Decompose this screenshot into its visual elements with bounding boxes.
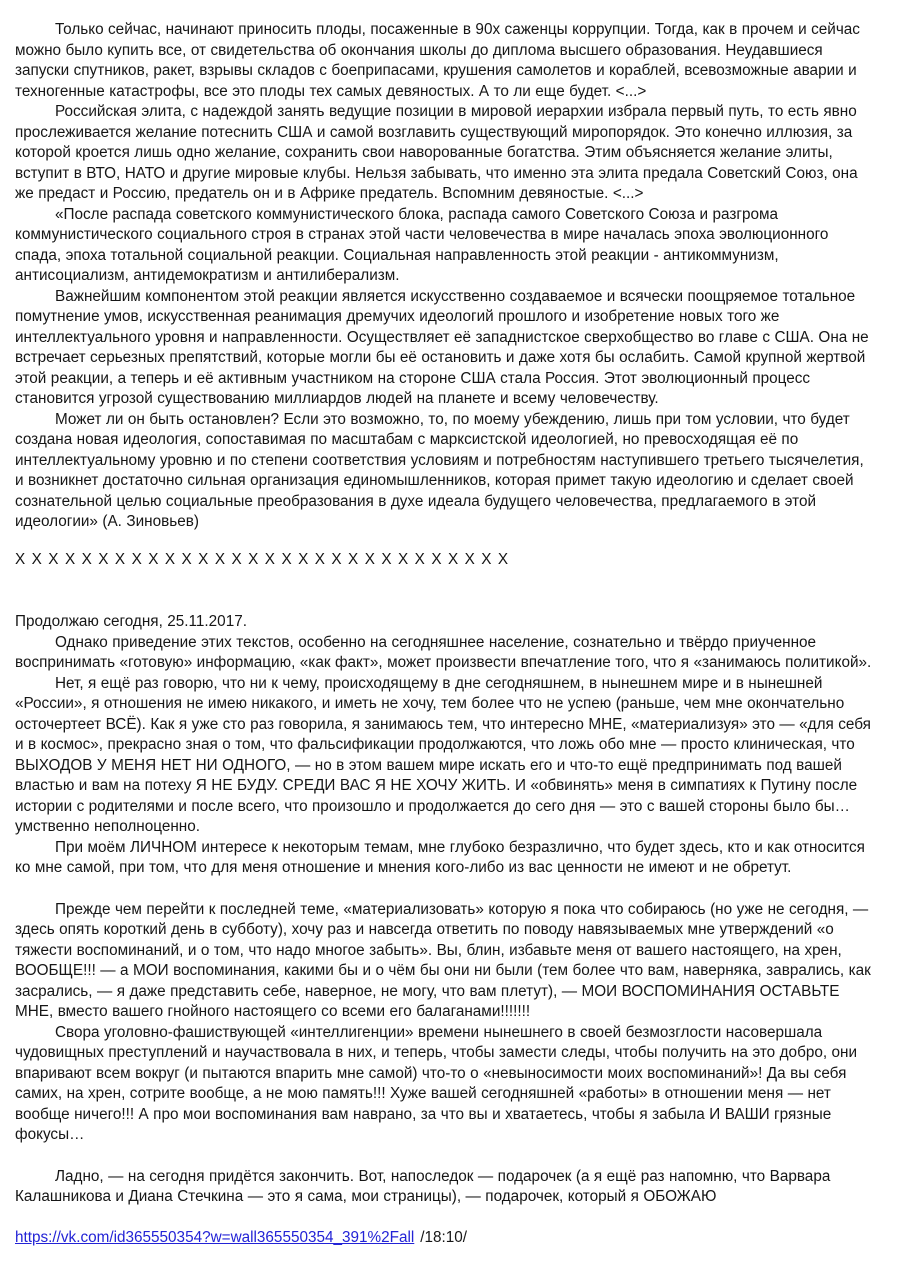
paragraph-memories: Прежде чем перейти к последней теме, «материализовать» которую я пока что собираюсь (но уже не сегодня, — здесь опять короткий день в субботу), хочу раз и навсегда ответить по поводу навязываемых мне утверждений «о тяжести воспоминаний, и о том, что надо многое забыть». Вы, блин, избавьте меня от вашего настоящего, на хрен, ВООБЩЕ!!! — а МОИ воспоминания, какими бы и о чём бы они ни были (тем более что вам, наверняка, заврались, как засрались, — я даже представить себе, наверное, не могу, что вам плетут), — МОИ ВОСПОМИНАНИЯ ОСТАВЬТЕ МНЕ, вместо вашего гнойного настоящего со всеми его балаганами!!!!!!!	[15, 900, 871, 1020]
vk-wall-link[interactable]: https://vk.com/id365550354?w=wall365550354_391%2Fall	[15, 1228, 415, 1246]
x-separator-row: Х Х Х Х Х Х Х Х Х Х Х Х Х Х Х Х Х Х Х Х Х Х Х Х Х Х Х Х Х Х	[15, 550, 510, 568]
paragraph-however-texts: Однако приведение этих текстов, особенно на сегодняшнее население, сознательно и твёрдо приученное воспринимать «готовую» информацию, «как факт», может произвести впечатление того, что я «занимаюсь политикой».	[15, 633, 872, 671]
paragraph-personal-interest: При моём ЛИЧНОМ интересе к некоторым темам, мне глубоко безразлично, что будет здесь, кто и как относится ко мне самой, при том, что для меня отношение и мнения кого-либо из вас ценности не имеют и не обретут.	[15, 838, 865, 876]
time-note: /18:10/	[420, 1228, 468, 1246]
date-line: Продолжаю сегодня, 25.11.2017.	[15, 613, 247, 630]
paragraph-quote-collapse: «После распада советского коммунистического блока, распада самого Советского Союза и разгрома коммунистического социального строя в странах этой части человечества в мире началась эпоха эволюционного спада, эпоха тотальной социальной реакции. Социальная направленность этой реакции - антикоммунизм, антисоциализм, антидемократизм и антилиберализм.	[15, 205, 829, 284]
paragraph-no-relation: Нет, я ещё раз говорю, что ни к чему, происходящему в дне сегодняшнем, в нынешнем мире и в нынешней «России», я отношения не имею никакого, и иметь не хочу, тем более что не успею (раньше, чем мне окончательно осточертеет ВСЁ). Как я уже сто раз говорила, я занимаюсь тем, что интересно МНЕ, «материализуя» это — «для себя и в космос», прекрасно зная о том, что фальсификации продолжаются, что ложь обо мне — просто клиническая, что ВЫХОДОВ У МЕНЯ НЕТ НИ ОДНОГО, — но в этом вашем мире искать его и что-то ещё предпринимать под вашей властью и вам на потеху Я НЕ БУДУ. СРЕДИ ВАС Я НЕ ХОЧУ ЖИТЬ. И «обвинять» меня в симпатиях к Путину после истории с родителями и после всего, что произошло и продолжается до сего дня — это с вашей стороны было бы… умственно неполноценно.	[15, 674, 871, 835]
footer-line	[15, 1228, 874, 1249]
paragraph-quote-zinoviev: Может ли он быть остановлен? Если это возможно, то, по моему убеждению, лишь при том условии, что будет создана новая идеология, сопоставимая по масштабам с марксистской идеологией, но превосходящая её по интеллектуальному уровню и по степени соответствия условиям и потребностям наступившего третьего тысячелетия, и возникнет достаточно сильная организация единомышленников, которая примет такую идеологию и сделает своей сознательной целью социальные преобразования в духе идеала будущего человечества, предлагаемого в этой идеологии» (А. Зиновьев)	[15, 410, 864, 530]
paragraph-quote-reaction: Важнейшим компонентом этой реакции является искусственно создаваемое и всячески поощряемое тотальное помутнение умов, искусственная реанимация дремучих идеологий прошлого и изобретение новых того же интеллектуального уровня и направленности. Осуществляет её западнистское сверхобщество во главе с США. Она не встречает серьезных препятствий, которые могли бы её остановить и даже хотя бы ослабить. Самой крупной жертвой этой реакции, а теперь и её активным участником на стороне США стала Россия. Этот эволюционный процесс становится угрозой существованию миллиардов людей на планете и всему человечеству.	[15, 287, 869, 407]
paragraph-russian-elite: Российская элита, с надеждой занять ведущие позиции в мировой иерархии избрала первый путь, то есть явно прослеживается желание потеснить США и самой возглавить существующий миропорядок. Это конечно иллюзия, за которой кроется лишь одно желание, сохранить свои наворованные богатства. Этим объясняется желание элиты, вступит в ВТО, НАТО и другие мировые клубы. Нельзя забывать, что именно эта элита предала Советский Союз, она же предаст и Россию, предатель он и в Африке предатель. Вспомним девяностые. <...>	[15, 103, 858, 202]
paragraph-intelligentsia: Свора уголовно-фашиствующей «интеллигенции» времени нынешнего в своей безмозглости насовершала чудовищных преступлений и научаствовала в них, и теперь, чтобы замести следы, чтобы получить на это добро, они впаривают всем вокруг (и пытаются впарить мне самой) что-то о «невыносимости моих воспоминаний»! Да вы себя самих, на хрен, сотрите вообще, а не мою память!!! Хуже вашей сегодняшней «работы» в отношении меня — нет вообще ничего!!! А про мои воспоминания вам наврано, за что вы и хватаетесь, чтобы я забыла И ВАШИ грязные фокусы…	[15, 1023, 858, 1143]
paragraph-corruption-seedlings: Только сейчас, начинают приносить плоды, посаженные в 90х саженцы коррупции. Тогда, как в прочем и сейчас можно было купить все, от свидетельства об окончания школы до диплома высшего образования. Неудавшиеся запуски спутников, ракет, взрывы складов с боеприпасами, крушения самолетов и кораблей, всевозможные аварии и техногенные катастрофы, все это плоды тех самых девяностых. А то ли еще будет. <...>	[15, 21, 860, 100]
paragraph-closing-gift: Ладно, — на сегодня придётся закончить. Вот, напоследок — подарочек (а я ещё раз напомню, что Варвара Калашникова и Диана Стечкина — это я сама, мои страницы), — подарочек, который я ОБОЖАЮ	[15, 1167, 831, 1205]
